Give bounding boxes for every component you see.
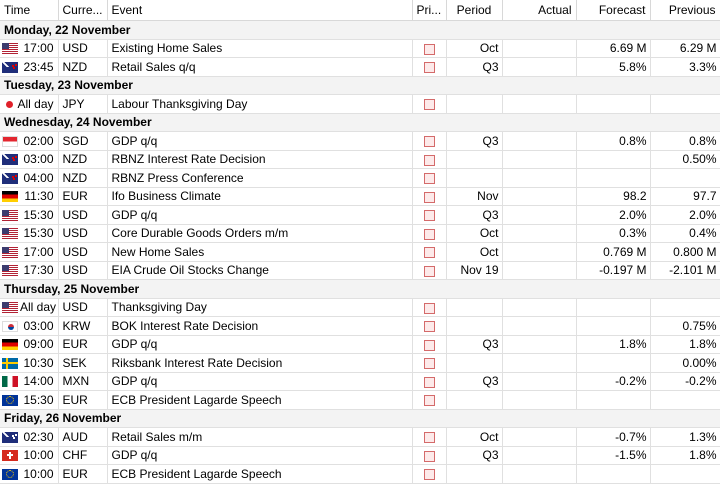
flag-us-icon (2, 228, 18, 239)
event-name: Labour Thanksgiving Day (107, 95, 412, 114)
event-time: 15:30 (23, 226, 54, 241)
event-currency: USD (58, 206, 107, 225)
event-previous: -0.2% (650, 372, 720, 391)
event-row[interactable] (0, 58, 720, 77)
event-previous (650, 95, 720, 114)
priority-checkbox[interactable] (424, 99, 435, 110)
event-time-cell (0, 317, 58, 336)
flag-kr-icon (2, 321, 18, 332)
day-header-row (0, 76, 720, 95)
event-name: GDP q/q (107, 446, 412, 465)
event-row[interactable] (0, 169, 720, 188)
event-time-cell (0, 446, 58, 465)
event-previous: -2.101 M (650, 261, 720, 280)
event-priority-cell (412, 372, 446, 391)
event-period: Q3 (446, 206, 502, 225)
event-row[interactable] (0, 132, 720, 151)
event-priority-cell (412, 206, 446, 225)
event-currency: USD (58, 224, 107, 243)
column-header-actual[interactable]: Actual (502, 0, 576, 21)
priority-checkbox[interactable] (424, 451, 435, 462)
flag-nz-icon (2, 154, 18, 165)
event-priority-cell (412, 354, 446, 373)
event-priority-cell (412, 261, 446, 280)
event-name: Core Durable Goods Orders m/m (107, 224, 412, 243)
event-time: 10:00 (23, 448, 54, 463)
event-priority-cell (412, 298, 446, 317)
event-priority-cell (412, 169, 446, 188)
event-period: Q3 (446, 372, 502, 391)
event-forecast (576, 465, 650, 484)
event-name: GDP q/q (107, 372, 412, 391)
flag-nz-icon (2, 173, 18, 184)
event-priority-cell (412, 132, 446, 151)
event-time: 15:30 (23, 207, 54, 222)
event-name: ECB President Lagarde Speech (107, 465, 412, 484)
event-name: EIA Crude Oil Stocks Change (107, 261, 412, 280)
event-time-cell (0, 95, 58, 114)
event-name: GDP q/q (107, 335, 412, 354)
event-previous: 1.8% (650, 446, 720, 465)
event-time: 17:30 (23, 263, 54, 278)
flag-us-icon (2, 265, 18, 276)
header-row (0, 0, 720, 21)
event-currency: SEK (58, 354, 107, 373)
flag-de-icon (2, 191, 18, 202)
event-row[interactable] (0, 428, 720, 447)
priority-checkbox[interactable] (424, 44, 435, 55)
flag-de-icon (2, 339, 18, 350)
column-header-priority[interactable]: Pri... (412, 0, 446, 21)
event-time: 11:30 (24, 189, 54, 204)
event-period: Nov 19 (446, 261, 502, 280)
event-time: 17:00 (23, 41, 54, 56)
priority-checkbox[interactable] (424, 321, 435, 332)
event-row[interactable] (0, 261, 720, 280)
event-actual (502, 169, 576, 188)
event-time-cell (0, 150, 58, 169)
event-name: RBNZ Press Conference (107, 169, 412, 188)
event-forecast (576, 150, 650, 169)
event-time-cell (0, 428, 58, 447)
priority-checkbox[interactable] (424, 303, 435, 314)
event-actual (502, 187, 576, 206)
event-time: 15:30 (23, 392, 54, 407)
event-period (446, 317, 502, 336)
event-period: Oct (446, 39, 502, 58)
event-previous: 3.3% (650, 58, 720, 77)
priority-checkbox[interactable] (424, 340, 435, 351)
event-actual (502, 224, 576, 243)
event-actual (502, 39, 576, 58)
event-time-cell (0, 465, 58, 484)
event-time-cell (0, 298, 58, 317)
event-actual (502, 206, 576, 225)
priority-checkbox[interactable] (424, 266, 435, 277)
event-previous: 2.0% (650, 206, 720, 225)
event-previous: 97.7 (650, 187, 720, 206)
event-period: Oct (446, 428, 502, 447)
event-priority-cell (412, 428, 446, 447)
event-previous: 1.8% (650, 335, 720, 354)
event-period (446, 95, 502, 114)
event-period: Q3 (446, 132, 502, 151)
event-period (446, 150, 502, 169)
event-currency: EUR (58, 465, 107, 484)
day-label: Tuesday, 23 November (0, 76, 720, 95)
event-time-cell (0, 224, 58, 243)
event-priority-cell (412, 95, 446, 114)
event-actual (502, 391, 576, 410)
event-time-cell (0, 335, 58, 354)
event-time-cell (0, 261, 58, 280)
event-forecast (576, 354, 650, 373)
flag-eu-icon (2, 469, 18, 480)
event-priority-cell (412, 39, 446, 58)
column-header-previous[interactable]: Previous (650, 0, 720, 21)
event-name: Riksbank Interest Rate Decision (107, 354, 412, 373)
event-forecast: 1.8% (576, 335, 650, 354)
event-previous (650, 169, 720, 188)
event-priority-cell (412, 150, 446, 169)
priority-checkbox[interactable] (424, 469, 435, 480)
event-currency: USD (58, 39, 107, 58)
event-currency: CHF (58, 446, 107, 465)
event-time-cell (0, 187, 58, 206)
event-period: Q3 (446, 58, 502, 77)
flag-us-icon (2, 43, 18, 54)
event-period (446, 169, 502, 188)
event-row[interactable] (0, 187, 720, 206)
event-priority-cell (412, 187, 446, 206)
event-time-cell (0, 58, 58, 77)
event-priority-cell (412, 224, 446, 243)
day-label: Thursday, 25 November (0, 280, 720, 299)
event-row[interactable] (0, 354, 720, 373)
event-previous (650, 465, 720, 484)
event-priority-cell (412, 243, 446, 262)
event-actual (502, 132, 576, 151)
column-header-forecast[interactable]: Forecast (576, 0, 650, 21)
event-forecast: 98.2 (576, 187, 650, 206)
event-previous (650, 298, 720, 317)
event-previous: 0.8% (650, 132, 720, 151)
event-row[interactable] (0, 391, 720, 410)
event-previous: 0.75% (650, 317, 720, 336)
event-row[interactable] (0, 150, 720, 169)
column-header-time[interactable]: Time (0, 0, 58, 21)
priority-checkbox[interactable] (424, 155, 435, 166)
event-currency: JPY (58, 95, 107, 114)
event-forecast: -0.2% (576, 372, 650, 391)
event-actual (502, 150, 576, 169)
priority-checkbox[interactable] (424, 377, 435, 388)
event-currency: MXN (58, 372, 107, 391)
event-name: ECB President Lagarde Speech (107, 391, 412, 410)
event-actual (502, 446, 576, 465)
day-label: Friday, 26 November (0, 409, 720, 428)
event-forecast: 0.769 M (576, 243, 650, 262)
event-time: 23:45 (23, 59, 54, 74)
flag-ch-icon (2, 450, 18, 461)
priority-checkbox[interactable] (424, 210, 435, 221)
priority-checkbox[interactable] (424, 395, 435, 406)
event-previous: 0.50% (650, 150, 720, 169)
day-header-row (0, 280, 720, 299)
event-row[interactable] (0, 39, 720, 58)
event-period: Q3 (446, 446, 502, 465)
event-previous (650, 391, 720, 410)
event-priority-cell (412, 391, 446, 410)
event-period (446, 354, 502, 373)
event-time: 03:00 (23, 152, 54, 167)
event-time: All day (17, 96, 54, 111)
event-priority-cell (412, 465, 446, 484)
event-currency: NZD (58, 169, 107, 188)
event-actual (502, 354, 576, 373)
event-actual (502, 58, 576, 77)
event-forecast: 2.0% (576, 206, 650, 225)
event-name: GDP q/q (107, 132, 412, 151)
event-name: GDP q/q (107, 206, 412, 225)
event-name: New Home Sales (107, 243, 412, 262)
priority-checkbox[interactable] (424, 247, 435, 258)
event-actual (502, 428, 576, 447)
day-label: Wednesday, 24 November (0, 113, 720, 132)
priority-checkbox[interactable] (424, 192, 435, 203)
priority-checkbox[interactable] (424, 62, 435, 73)
event-row[interactable] (0, 206, 720, 225)
day-header-row (0, 409, 720, 428)
flag-jp-icon (6, 101, 13, 108)
event-forecast: 5.8% (576, 58, 650, 77)
event-previous: 0.800 M (650, 243, 720, 262)
event-currency: USD (58, 243, 107, 262)
event-row[interactable] (0, 335, 720, 354)
event-currency: AUD (58, 428, 107, 447)
event-row[interactable] (0, 95, 720, 114)
flag-au-icon (2, 432, 18, 443)
event-forecast (576, 391, 650, 410)
event-row[interactable] (0, 372, 720, 391)
event-currency: USD (58, 298, 107, 317)
event-row[interactable] (0, 317, 720, 336)
event-row[interactable] (0, 465, 720, 484)
event-name: Retail Sales m/m (107, 428, 412, 447)
event-time-cell (0, 132, 58, 151)
event-priority-cell (412, 335, 446, 354)
column-header-period[interactable]: Period (446, 0, 502, 21)
event-previous: 1.3% (650, 428, 720, 447)
event-time: 02:30 (23, 429, 54, 444)
event-currency: EUR (58, 187, 107, 206)
event-time: 14:00 (23, 374, 54, 389)
event-time-cell (0, 169, 58, 188)
event-period: Oct (446, 224, 502, 243)
event-currency: USD (58, 261, 107, 280)
event-time-cell (0, 39, 58, 58)
event-currency: NZD (58, 58, 107, 77)
event-period: Q3 (446, 335, 502, 354)
day-header-row (0, 113, 720, 132)
day-label: Monday, 22 November (0, 21, 720, 40)
event-time: 10:30 (23, 355, 54, 370)
event-priority-cell (412, 58, 446, 77)
event-previous: 0.00% (650, 354, 720, 373)
event-period (446, 298, 502, 317)
event-time: 03:00 (23, 318, 54, 333)
event-time-cell (0, 243, 58, 262)
event-forecast: -1.5% (576, 446, 650, 465)
event-row[interactable] (0, 243, 720, 262)
event-priority-cell (412, 446, 446, 465)
event-actual (502, 335, 576, 354)
event-forecast: 0.8% (576, 132, 650, 151)
event-forecast: 6.69 M (576, 39, 650, 58)
day-header-row (0, 21, 720, 40)
event-time-cell (0, 206, 58, 225)
event-currency: KRW (58, 317, 107, 336)
event-currency: EUR (58, 391, 107, 410)
column-header-currency[interactable]: Curre... (58, 0, 107, 21)
event-previous: 6.29 M (650, 39, 720, 58)
event-name: Existing Home Sales (107, 39, 412, 58)
event-currency: EUR (58, 335, 107, 354)
event-forecast (576, 169, 650, 188)
flag-se-icon (2, 358, 18, 369)
event-time: 10:00 (23, 466, 54, 481)
event-actual (502, 465, 576, 484)
priority-checkbox[interactable] (424, 432, 435, 443)
event-forecast (576, 298, 650, 317)
priority-checkbox[interactable] (424, 229, 435, 240)
event-currency: NZD (58, 150, 107, 169)
event-time: 09:00 (23, 337, 54, 352)
flag-mx-icon (2, 376, 18, 387)
flag-eu-icon (2, 395, 18, 406)
event-actual (502, 317, 576, 336)
event-period: Nov (446, 187, 502, 206)
event-name: Retail Sales q/q (107, 58, 412, 77)
event-forecast: -0.197 M (576, 261, 650, 280)
event-currency: SGD (58, 132, 107, 151)
event-forecast: 0.3% (576, 224, 650, 243)
event-forecast: -0.7% (576, 428, 650, 447)
calendar-body (0, 21, 720, 484)
event-actual (502, 261, 576, 280)
priority-checkbox[interactable] (424, 136, 435, 147)
event-forecast (576, 317, 650, 336)
event-time: All day (20, 300, 57, 315)
event-row[interactable] (0, 446, 720, 465)
event-actual (502, 95, 576, 114)
flag-us-icon (2, 210, 18, 221)
flag-us-icon (2, 247, 18, 258)
event-row[interactable] (0, 298, 720, 317)
event-forecast (576, 95, 650, 114)
event-period (446, 391, 502, 410)
event-time-cell (0, 372, 58, 391)
event-previous: 0.4% (650, 224, 720, 243)
event-time-cell (0, 354, 58, 373)
flag-nz-icon (2, 62, 18, 73)
priority-checkbox[interactable] (424, 358, 435, 369)
event-row[interactable] (0, 224, 720, 243)
event-period: Oct (446, 243, 502, 262)
column-header-event[interactable]: Event (107, 0, 412, 21)
event-name: Thanksgiving Day (107, 298, 412, 317)
event-time-cell (0, 391, 58, 410)
flag-sg-icon (2, 136, 18, 147)
event-actual (502, 298, 576, 317)
event-time: 02:00 (23, 133, 54, 148)
event-name: BOK Interest Rate Decision (107, 317, 412, 336)
event-priority-cell (412, 317, 446, 336)
priority-checkbox[interactable] (424, 173, 435, 184)
event-time: 04:00 (23, 170, 54, 185)
event-period (446, 465, 502, 484)
event-time: 17:00 (23, 244, 54, 259)
event-name: Ifo Business Climate (107, 187, 412, 206)
event-name: RBNZ Interest Rate Decision (107, 150, 412, 169)
event-actual (502, 372, 576, 391)
event-actual (502, 243, 576, 262)
flag-us-icon (2, 302, 18, 313)
